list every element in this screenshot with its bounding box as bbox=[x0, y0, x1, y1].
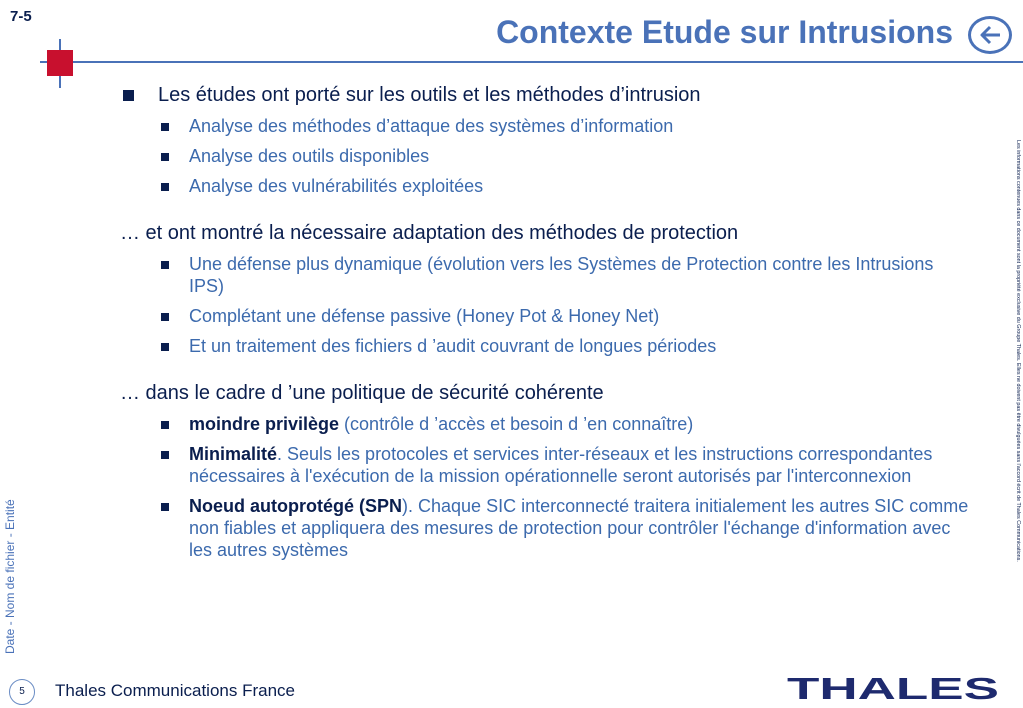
list-item bbox=[120, 413, 970, 435]
page-number: 5 bbox=[9, 679, 35, 705]
accent-square bbox=[47, 50, 73, 76]
item-term: moindre privilège bbox=[189, 414, 340, 434]
list-item: Analyse des méthodes d’attaque des systèmes d’information bbox=[120, 115, 970, 137]
list-item bbox=[120, 495, 970, 561]
item-term: Noeud autoprotégé (SPN bbox=[189, 496, 403, 516]
list-item: Analyse des outils disponibles bbox=[120, 145, 970, 167]
title-rule bbox=[40, 61, 1023, 63]
list-item bbox=[120, 443, 970, 487]
footer-date-file: Date - Nom de fichier - Entité bbox=[3, 499, 17, 654]
content bbox=[120, 83, 970, 561]
company-name: Thales Communications France bbox=[55, 681, 295, 700]
back-arrow-icon bbox=[979, 25, 1001, 45]
slide-number: 7-5 bbox=[10, 8, 32, 25]
logo-text: THALES bbox=[787, 674, 999, 702]
thales-logo bbox=[786, 674, 1000, 702]
item-text: . Seuls les protocoles et services inter-réseaux et les instructions correspondantes nécessaires à l'exécution de la mission opérationnelle seront autorisés par l'interconnexion bbox=[189, 444, 933, 486]
list-item: Une défense plus dynamique (évolution vers les Systèmes de Protection contre les Intrusions IPS) bbox=[120, 253, 970, 297]
item-term: Minimalité bbox=[189, 444, 278, 464]
back-button[interactable] bbox=[968, 16, 1012, 54]
confidentiality-notice: Les informations contenues dans ce document sont la propriété exclusive du Groupe Thales. Elles ne doivent pas être divulguées sans l'accord écrit de Thales Communications. bbox=[1015, 140, 1021, 562]
section-heading: … et ont montré la nécessaire adaptation des méthodes de protection bbox=[120, 222, 739, 244]
list-item: Analyse des vulnérabilités exploitées bbox=[120, 175, 970, 197]
section-heading: Les études ont porté sur les outils et les méthodes d’intrusion bbox=[120, 83, 970, 107]
item-text: ). Chaque SIC interconnecté traitera initialement les autres SIC comme non fiables et appliquera des mesures de protection pour contrôler l'échange d'information avec les autres systèmes bbox=[189, 496, 969, 560]
list-item: Et un traitement des fichiers d ’audit couvrant de longues périodes bbox=[120, 335, 970, 357]
page-title: Contexte Etude sur Intrusions bbox=[496, 14, 953, 50]
list-item: Complétant une défense passive (Honey Pot & Honey Net) bbox=[120, 305, 970, 327]
item-text: (contrôle d ’accès et besoin d ’en connaître) bbox=[339, 414, 694, 434]
section-heading: … dans le cadre d ’une politique de sécurité cohérente bbox=[120, 382, 604, 404]
